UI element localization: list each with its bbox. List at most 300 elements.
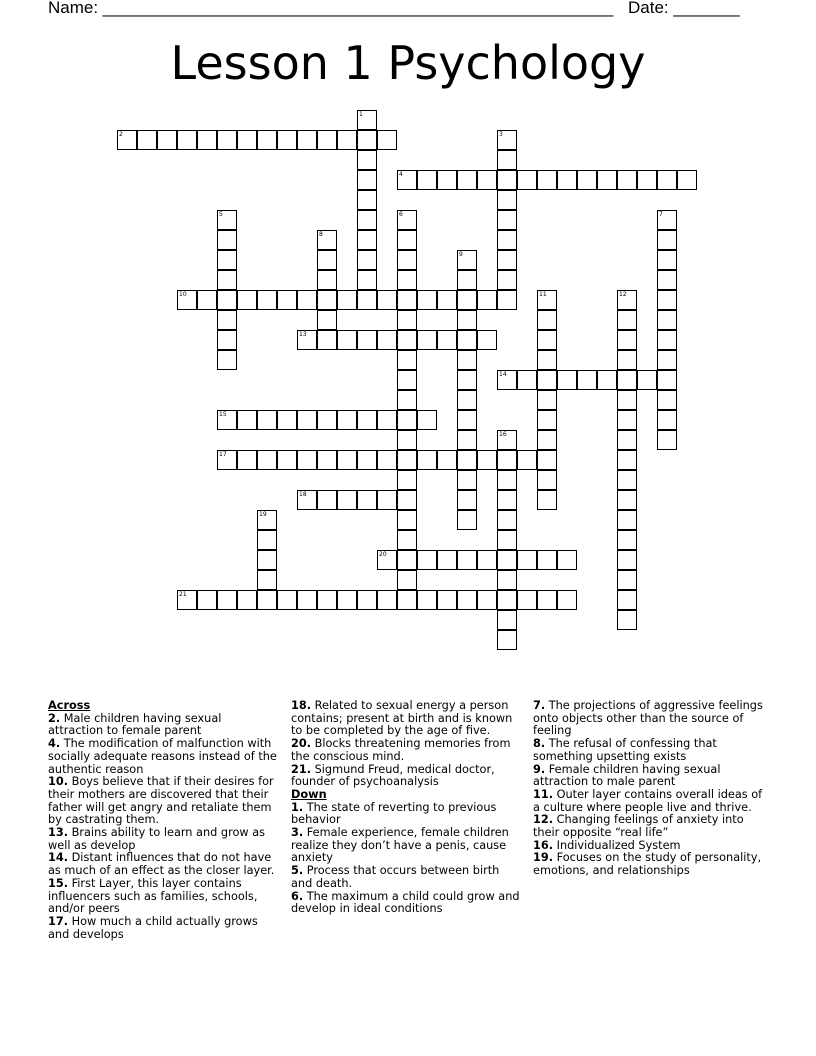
grid-cell[interactable] xyxy=(317,410,337,430)
grid-cell[interactable] xyxy=(537,470,557,490)
clue-number: 11 xyxy=(539,291,547,298)
clue-column-3 xyxy=(533,700,769,878)
grid-cell[interactable] xyxy=(497,570,517,590)
grid-cell[interactable] xyxy=(457,410,477,430)
clue-text: The refusal of confessing that something upsetting exists xyxy=(533,737,717,763)
grid-cell[interactable] xyxy=(377,590,397,610)
clue-number: 13 xyxy=(299,331,307,338)
grid-cell[interactable] xyxy=(217,310,237,330)
grid-cell[interactable] xyxy=(517,370,537,390)
grid-cell[interactable] xyxy=(497,210,517,230)
grid-cell[interactable] xyxy=(317,270,337,290)
grid-cell[interactable] xyxy=(217,250,237,270)
clue-number-label: 4. xyxy=(48,737,61,751)
grid-cell[interactable] xyxy=(397,490,417,510)
clue-item xyxy=(291,827,523,865)
grid-cell[interactable] xyxy=(397,350,417,370)
grid-cell[interactable] xyxy=(657,290,677,310)
across-heading: Across xyxy=(48,699,91,712)
grid-cell[interactable] xyxy=(617,450,637,470)
grid-cell[interactable] xyxy=(477,330,497,350)
clue-number-label: 21. xyxy=(291,762,312,776)
grid-cell[interactable] xyxy=(197,590,217,610)
grid-cell[interactable] xyxy=(657,410,677,430)
grid-cell[interactable] xyxy=(397,250,417,270)
clue-number-label: 20. xyxy=(291,737,312,751)
grid-cell[interactable] xyxy=(577,370,597,390)
grid-cell[interactable] xyxy=(657,170,677,190)
grid-cell[interactable] xyxy=(217,410,237,430)
grid-cell[interactable] xyxy=(357,150,377,170)
grid-cell[interactable] xyxy=(417,330,437,350)
clue-number-label: 6. xyxy=(291,889,304,903)
grid-cell[interactable] xyxy=(377,130,397,150)
grid-cell[interactable] xyxy=(357,270,377,290)
grid-cell[interactable] xyxy=(177,130,197,150)
clue-text: Boys believe that if their desires for their mothers are discovered that their father will get angry and retaliate them by castrating them. xyxy=(48,775,274,827)
grid-cell[interactable] xyxy=(457,350,477,370)
grid-cell[interactable] xyxy=(457,510,477,530)
grid-cell[interactable] xyxy=(357,210,377,230)
grid-cell[interactable] xyxy=(297,410,317,430)
clue-column-1 xyxy=(48,700,280,941)
grid-cell[interactable] xyxy=(297,490,317,510)
grid-cell[interactable] xyxy=(257,410,277,430)
grid-cell[interactable] xyxy=(397,530,417,550)
grid-cell[interactable] xyxy=(657,210,677,230)
grid-cell[interactable] xyxy=(497,270,517,290)
grid-cell[interactable] xyxy=(537,350,557,370)
clue-number: 10 xyxy=(179,291,187,298)
grid-cell[interactable] xyxy=(497,510,517,530)
grid-cell[interactable] xyxy=(217,350,237,370)
grid-cell[interactable] xyxy=(617,390,637,410)
grid-cell[interactable] xyxy=(337,490,357,510)
clue-text: Related to sexual energy a person contains; present at birth and is known to be completed by the age of five. xyxy=(291,699,513,738)
grid-cell[interactable] xyxy=(397,510,417,530)
grid-cell[interactable] xyxy=(417,410,437,430)
clue-number: 15 xyxy=(219,411,227,418)
grid-cell[interactable] xyxy=(397,290,417,310)
grid-cell[interactable] xyxy=(537,550,557,570)
clue-number: 3 xyxy=(499,131,503,138)
grid-cell[interactable] xyxy=(217,230,237,250)
clue-item xyxy=(291,764,523,789)
grid-cell[interactable] xyxy=(417,590,437,610)
grid-cell[interactable] xyxy=(537,330,557,350)
grid-cell[interactable] xyxy=(357,230,377,250)
grid-cell[interactable] xyxy=(657,310,677,330)
grid-cell[interactable] xyxy=(357,450,377,470)
grid-cell[interactable] xyxy=(277,450,297,470)
grid-cell[interactable] xyxy=(317,250,337,270)
grid-cell[interactable] xyxy=(617,470,637,490)
clue-text: Distant influences that do not have as much of an effect as the closer layer. xyxy=(48,851,275,878)
grid-cell[interactable] xyxy=(657,330,677,350)
grid-cell[interactable] xyxy=(377,330,397,350)
grid-cell[interactable] xyxy=(557,370,577,390)
grid-cell[interactable] xyxy=(237,410,257,430)
clue-item xyxy=(48,852,280,877)
grid-cell[interactable] xyxy=(477,550,497,570)
grid-cell[interactable] xyxy=(657,270,677,290)
clue-number: 2 xyxy=(119,131,123,138)
grid-cell[interactable] xyxy=(437,170,457,190)
grid-cell[interactable] xyxy=(257,550,277,570)
grid-cell[interactable] xyxy=(617,290,637,310)
grid-cell[interactable] xyxy=(597,370,617,390)
grid-cell[interactable] xyxy=(397,430,417,450)
clue-text: Brains ability to learn and grow as well as develop xyxy=(48,826,266,852)
grid-cell[interactable] xyxy=(617,590,637,610)
grid-cell[interactable] xyxy=(257,590,277,610)
grid-cell[interactable] xyxy=(457,170,477,190)
grid-cell[interactable] xyxy=(357,410,377,430)
grid-cell[interactable] xyxy=(537,430,557,450)
grid-cell[interactable] xyxy=(657,430,677,450)
grid-cell[interactable] xyxy=(617,310,637,330)
grid-cell[interactable] xyxy=(357,250,377,270)
grid-cell[interactable] xyxy=(417,170,437,190)
grid-cell[interactable] xyxy=(157,130,177,150)
grid-cell[interactable] xyxy=(357,330,377,350)
clue-item xyxy=(48,738,280,776)
grid-cell[interactable] xyxy=(477,170,497,190)
grid-cell[interactable] xyxy=(477,590,497,610)
page-title: Lesson 1 Psychology xyxy=(170,36,646,90)
grid-cell[interactable] xyxy=(277,130,297,150)
clue-number-label: 3. xyxy=(291,826,304,840)
clue-number: 12 xyxy=(619,291,627,298)
clue-item xyxy=(48,776,280,827)
clue-number: 5 xyxy=(219,211,223,218)
grid-cell[interactable] xyxy=(177,590,197,610)
grid-cell[interactable] xyxy=(397,410,417,430)
grid-cell[interactable] xyxy=(437,330,457,350)
grid-cell[interactable] xyxy=(257,510,277,530)
clue-number: 19 xyxy=(259,511,267,518)
clue-number: 18 xyxy=(299,491,307,498)
grid-cell[interactable] xyxy=(517,590,537,610)
grid-cell[interactable] xyxy=(497,290,517,310)
grid-cell[interactable] xyxy=(617,570,637,590)
grid-cell[interactable] xyxy=(637,170,657,190)
grid-cell[interactable] xyxy=(537,290,557,310)
clue-text: First Layer, this layer contains influencers such as families, schools, and/or peers xyxy=(48,876,258,916)
grid-cell[interactable] xyxy=(317,310,337,330)
grid-cell[interactable] xyxy=(397,270,417,290)
grid-cell[interactable] xyxy=(377,550,397,570)
grid-cell[interactable] xyxy=(497,230,517,250)
clue-item xyxy=(533,789,769,814)
clue-number-label: 19. xyxy=(533,851,554,865)
grid-cell[interactable] xyxy=(317,590,337,610)
grid-cell[interactable] xyxy=(417,450,437,470)
clue-text: Sigmund Freud, medical doctor, founder of psychoanalysis xyxy=(291,762,495,789)
grid-cell[interactable] xyxy=(397,170,417,190)
grid-cell[interactable] xyxy=(397,570,417,590)
grid-cell[interactable] xyxy=(277,290,297,310)
grid-cell[interactable] xyxy=(317,290,337,310)
grid-cell[interactable] xyxy=(457,550,477,570)
clue-item xyxy=(291,738,523,763)
grid-cell[interactable] xyxy=(677,170,697,190)
clue-number-label: 15. xyxy=(48,876,69,890)
grid-cell[interactable] xyxy=(217,590,237,610)
grid-cell[interactable] xyxy=(557,590,577,610)
grid-cell[interactable] xyxy=(417,290,437,310)
clue-item xyxy=(48,827,280,852)
grid-cell[interactable] xyxy=(497,450,517,470)
grid-cell[interactable] xyxy=(397,470,417,490)
grid-cell[interactable] xyxy=(457,250,477,270)
grid-cell[interactable] xyxy=(257,130,277,150)
grid-cell[interactable] xyxy=(537,450,557,470)
grid-cell[interactable] xyxy=(317,330,337,350)
grid-cell[interactable] xyxy=(377,290,397,310)
clue-number-label: 13. xyxy=(48,826,69,840)
clue-text: Outer layer contains overall ideas of a culture where people live and thrive. xyxy=(533,787,763,814)
grid-cell[interactable] xyxy=(497,250,517,270)
grid-cell[interactable] xyxy=(277,410,297,430)
grid-cell[interactable] xyxy=(237,290,257,310)
grid-cell[interactable] xyxy=(197,290,217,310)
grid-cell[interactable] xyxy=(437,590,457,610)
grid-cell[interactable] xyxy=(617,330,637,350)
grid-cell[interactable] xyxy=(537,590,557,610)
grid-cell[interactable] xyxy=(497,130,517,150)
grid-cell[interactable] xyxy=(497,430,517,450)
grid-cell[interactable] xyxy=(397,370,417,390)
clue-item xyxy=(48,916,280,941)
clue-number: 6 xyxy=(399,211,403,218)
clue-number: 17 xyxy=(219,451,227,458)
grid-cell[interactable] xyxy=(337,290,357,310)
grid-cell[interactable] xyxy=(357,110,377,130)
grid-cell[interactable] xyxy=(317,130,337,150)
clue-number: 21 xyxy=(179,591,187,598)
clue-text: The modification of malfunction with socially adequate reasons instead of the authentic reason xyxy=(48,737,277,776)
grid-cell[interactable] xyxy=(617,490,637,510)
grid-cell[interactable] xyxy=(177,290,197,310)
grid-cell[interactable] xyxy=(617,530,637,550)
grid-cell[interactable] xyxy=(457,270,477,290)
grid-cell[interactable] xyxy=(457,370,477,390)
grid-cell[interactable] xyxy=(477,450,497,470)
grid-cell[interactable] xyxy=(557,550,577,570)
clue-number: 8 xyxy=(319,231,323,238)
clue-number-label: 8. xyxy=(533,737,546,751)
grid-cell[interactable] xyxy=(497,170,517,190)
grid-cell[interactable] xyxy=(197,130,217,150)
grid-cell[interactable] xyxy=(457,430,477,450)
grid-cell[interactable] xyxy=(257,530,277,550)
grid-cell[interactable] xyxy=(657,230,677,250)
clue-number-label: 1. xyxy=(291,800,304,814)
clue-text: Changing feelings of anxiety into their opposite “real life” xyxy=(533,813,744,840)
grid-cell[interactable] xyxy=(337,130,357,150)
grid-cell[interactable] xyxy=(617,370,637,390)
clue-column-2 xyxy=(291,700,523,916)
grid-cell[interactable] xyxy=(137,130,157,150)
clue-number-label: 14. xyxy=(48,851,69,865)
grid-cell[interactable] xyxy=(617,550,637,570)
grid-cell[interactable] xyxy=(217,330,237,350)
grid-cell[interactable] xyxy=(237,130,257,150)
clue-item xyxy=(48,878,280,916)
clue-text: The projections of aggressive feelings onto objects other than the source of feeling xyxy=(533,699,763,738)
clue-text: Focuses on the study of personality, emotions, and relationships xyxy=(533,851,762,878)
grid-cell[interactable] xyxy=(497,590,517,610)
grid-cell[interactable] xyxy=(577,170,597,190)
grid-cell[interactable] xyxy=(457,470,477,490)
clue-text: Male children having sexual attraction to female parent xyxy=(48,711,222,738)
grid-cell[interactable] xyxy=(617,410,637,430)
grid-cell[interactable] xyxy=(437,450,457,470)
grid-cell[interactable] xyxy=(357,590,377,610)
grid-cell[interactable] xyxy=(537,490,557,510)
grid-cell[interactable] xyxy=(597,170,617,190)
grid-cell[interactable] xyxy=(397,230,417,250)
grid-cell[interactable] xyxy=(517,170,537,190)
grid-cell[interactable] xyxy=(497,470,517,490)
grid-cell[interactable] xyxy=(357,170,377,190)
grid-cell[interactable] xyxy=(617,510,637,530)
grid-cell[interactable] xyxy=(537,170,557,190)
clue-text: Female experience, female children realize they don’t have a penis, cause anxiety xyxy=(291,826,509,865)
grid-cell[interactable] xyxy=(357,130,377,150)
grid-cell[interactable] xyxy=(617,430,637,450)
grid-cell[interactable] xyxy=(397,550,417,570)
grid-cell[interactable] xyxy=(497,630,517,650)
grid-cell[interactable] xyxy=(437,290,457,310)
grid-cell[interactable] xyxy=(217,210,237,230)
grid-cell[interactable] xyxy=(397,210,417,230)
grid-cell[interactable] xyxy=(297,450,317,470)
grid-cell[interactable] xyxy=(437,550,457,570)
grid-cell[interactable] xyxy=(457,590,477,610)
grid-cell[interactable] xyxy=(557,170,577,190)
grid-cell[interactable] xyxy=(337,330,357,350)
grid-cell[interactable] xyxy=(337,450,357,470)
clue-text: Process that occurs between birth and death. xyxy=(291,864,500,890)
grid-cell[interactable] xyxy=(497,150,517,170)
clue-number: 16 xyxy=(499,431,507,438)
grid-cell[interactable] xyxy=(217,130,237,150)
grid-cell[interactable] xyxy=(397,330,417,350)
grid-cell[interactable] xyxy=(117,130,137,150)
clue-number-label: 16. xyxy=(533,838,554,852)
grid-cell[interactable] xyxy=(477,290,497,310)
grid-cell[interactable] xyxy=(517,550,537,570)
grid-cell[interactable] xyxy=(337,590,357,610)
grid-cell[interactable] xyxy=(457,390,477,410)
grid-cell[interactable] xyxy=(297,590,317,610)
grid-cell[interactable] xyxy=(497,370,517,390)
grid-cell[interactable] xyxy=(457,290,477,310)
grid-cell[interactable] xyxy=(537,310,557,330)
grid-cell[interactable] xyxy=(657,370,677,390)
grid-cell[interactable] xyxy=(357,290,377,310)
grid-cell[interactable] xyxy=(297,330,317,350)
grid-cell[interactable] xyxy=(497,190,517,210)
grid-cell[interactable] xyxy=(537,390,557,410)
grid-cell[interactable] xyxy=(217,290,237,310)
grid-cell[interactable] xyxy=(297,290,317,310)
grid-cell[interactable] xyxy=(297,130,317,150)
grid-cell[interactable] xyxy=(617,610,637,630)
grid-cell[interactable] xyxy=(277,590,297,610)
grid-cell[interactable] xyxy=(257,290,277,310)
grid-cell[interactable] xyxy=(237,590,257,610)
grid-cell[interactable] xyxy=(357,490,377,510)
grid-cell[interactable] xyxy=(617,170,637,190)
clue-number-label: 12. xyxy=(533,813,554,827)
grid-cell[interactable] xyxy=(237,450,257,470)
grid-cell[interactable] xyxy=(457,490,477,510)
clue-number-label: 10. xyxy=(48,775,69,789)
grid-cell[interactable] xyxy=(457,450,477,470)
grid-cell[interactable] xyxy=(317,450,337,470)
grid-cell[interactable] xyxy=(457,310,477,330)
grid-cell[interactable] xyxy=(377,450,397,470)
clue-item xyxy=(533,764,769,789)
grid-cell[interactable] xyxy=(657,250,677,270)
grid-cell[interactable] xyxy=(657,350,677,370)
grid-cell[interactable] xyxy=(217,450,237,470)
grid-cell[interactable] xyxy=(357,190,377,210)
clue-text: The state of reverting to previous behavior xyxy=(291,800,497,827)
grid-cell[interactable] xyxy=(417,550,437,570)
grid-cell[interactable] xyxy=(497,490,517,510)
grid-cell[interactable] xyxy=(397,310,417,330)
clue-number-label: 7. xyxy=(533,699,546,712)
grid-cell[interactable] xyxy=(517,450,537,470)
clue-item xyxy=(533,814,769,839)
name-field-label[interactable]: Name: ______________________________________________________ xyxy=(48,0,614,17)
grid-cell[interactable] xyxy=(537,370,557,390)
grid-cell[interactable] xyxy=(657,390,677,410)
grid-cell[interactable] xyxy=(257,450,277,470)
grid-cell[interactable] xyxy=(397,590,417,610)
clue-number-label: 2. xyxy=(48,711,61,725)
clue-number: 7 xyxy=(659,211,663,218)
grid-cell[interactable] xyxy=(457,330,477,350)
clue-item xyxy=(533,738,769,763)
grid-cell[interactable] xyxy=(617,350,637,370)
grid-cell[interactable] xyxy=(317,490,337,510)
grid-cell[interactable] xyxy=(497,550,517,570)
grid-cell[interactable] xyxy=(397,390,417,410)
grid-cell[interactable] xyxy=(377,490,397,510)
grid-cell[interactable] xyxy=(317,230,337,250)
date-field-label[interactable]: Date: _______ xyxy=(628,0,740,17)
grid-cell[interactable] xyxy=(217,270,237,290)
grid-cell[interactable] xyxy=(497,610,517,630)
grid-cell[interactable] xyxy=(377,410,397,430)
grid-cell[interactable] xyxy=(537,410,557,430)
clue-item xyxy=(291,865,523,890)
grid-cell[interactable] xyxy=(497,530,517,550)
grid-cell[interactable] xyxy=(397,450,417,470)
clue-item xyxy=(291,891,523,916)
grid-cell[interactable] xyxy=(257,570,277,590)
grid-cell[interactable] xyxy=(337,410,357,430)
clue-item xyxy=(291,802,523,827)
grid-cell[interactable] xyxy=(637,370,657,390)
clue-number-label: 11. xyxy=(533,787,554,801)
clue-text: Individualized System xyxy=(556,838,681,852)
